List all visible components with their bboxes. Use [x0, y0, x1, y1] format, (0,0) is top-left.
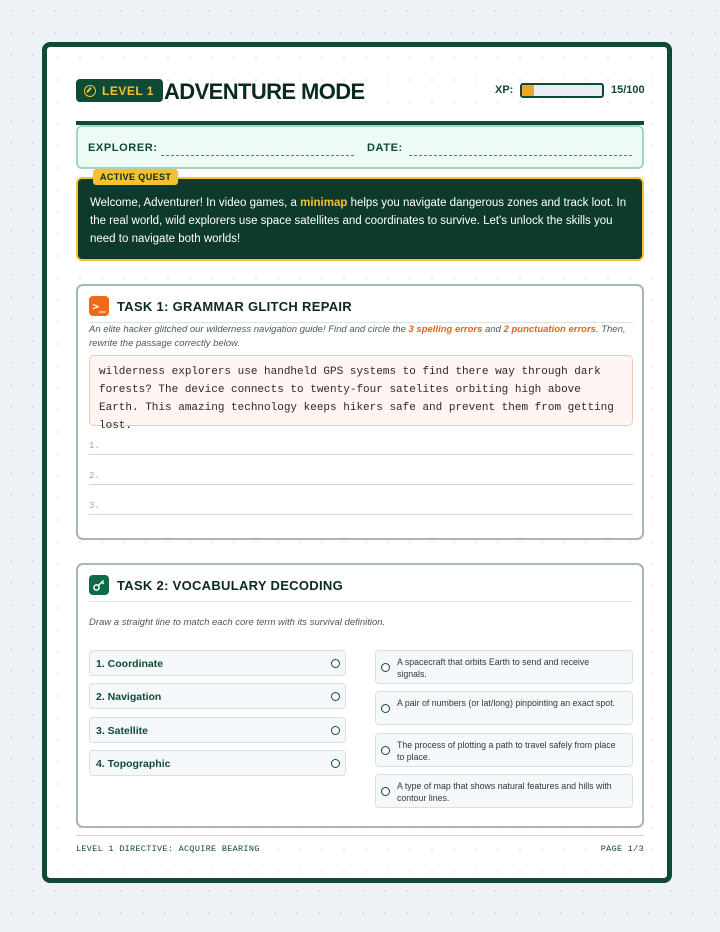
- level-badge-label: LEVEL 1: [102, 83, 154, 98]
- explorer-info-box: [76, 125, 644, 169]
- definition-item[interactable]: [375, 774, 633, 808]
- page-title: ADVENTURE MODE: [164, 79, 365, 104]
- writing-line[interactable]: [89, 492, 633, 515]
- explorer-label: EXPLORER:: [88, 142, 158, 154]
- task1-instructions: [89, 323, 629, 351]
- xp-value: 15/100: [611, 84, 645, 96]
- glitched-passage: wilderness explorers use handheld GPS systems to find there way through dark forests? The device connects to twenty-four satelites orbiting high above Earth. This amazing technology keeps hikers safe and prevent them from getting lost.: [89, 355, 633, 426]
- task1-card: [76, 284, 644, 540]
- task2-title: TASK 2: VOCABULARY DECODING: [117, 578, 343, 593]
- task1-header: [89, 296, 633, 323]
- quest-text: [90, 194, 630, 248]
- match-dot-icon[interactable]: [381, 746, 390, 755]
- match-dot-icon[interactable]: [381, 704, 390, 713]
- definition-item[interactable]: [375, 650, 633, 684]
- page-header: [76, 77, 644, 125]
- terminal-icon: >_: [89, 296, 109, 316]
- writing-line[interactable]: [89, 462, 633, 485]
- term-label: 2. Navigation: [96, 691, 162, 703]
- task2-instructions: Draw a straight line to match each core term with its survival definition.: [89, 617, 386, 628]
- definition-text: A pair of numbers (or lat/long) pinpointing an exact spot.: [397, 698, 616, 708]
- date-label: DATE:: [367, 142, 403, 154]
- level-badge: [76, 79, 163, 102]
- match-dot-icon[interactable]: [331, 659, 340, 668]
- task1-title: TASK 1: GRAMMAR GLITCH REPAIR: [117, 299, 352, 314]
- punctuation-errors-count: 2 punctuation errors: [503, 324, 596, 335]
- term-label: 4. Topographic: [96, 758, 171, 770]
- quest-text-part: Welcome, Adventurer! In video games, a: [90, 197, 301, 209]
- definition-item[interactable]: [375, 733, 633, 767]
- spelling-errors-count: 3 spelling errors: [408, 324, 483, 335]
- match-dot-icon[interactable]: [381, 787, 390, 796]
- page-footer: [76, 835, 644, 854]
- term-label: 3. Satellite: [96, 725, 148, 737]
- active-quest-tag: ACTIVE QUEST: [93, 169, 178, 185]
- match-dot-icon[interactable]: [331, 726, 340, 735]
- quest-highlight: minimap: [300, 197, 348, 209]
- definition-text: A spacecraft that orbits Earth to send and receive signals.: [397, 657, 590, 679]
- match-dot-icon[interactable]: [381, 663, 390, 672]
- compass-icon: [84, 85, 96, 97]
- key-icon-svg: [92, 578, 106, 592]
- explorer-name-field[interactable]: [161, 155, 354, 156]
- quest-text-part: helps you navigate dangerous zones and track loot. In the real world, wild explorers use space satellites and coordinates to survive. Let's unlock the skills you need to navigate both worlds!: [90, 197, 627, 245]
- term-coordinate[interactable]: [89, 650, 346, 676]
- line-number: 2.: [89, 471, 100, 481]
- xp-progress-bar: [520, 83, 604, 98]
- definition-text: A type of map that shows natural features and hills with contour lines.: [397, 781, 612, 803]
- instr-text: . Then, rewrite the passage correctly below.: [89, 324, 626, 349]
- active-quest-box: [76, 172, 644, 261]
- match-dot-icon[interactable]: [331, 692, 340, 701]
- xp-progress-fill: [522, 85, 534, 96]
- definition-item[interactable]: [375, 691, 633, 725]
- term-satellite[interactable]: [89, 717, 346, 743]
- key-icon: [89, 575, 109, 595]
- worksheet-page: [42, 42, 672, 883]
- line-number: 3.: [89, 501, 100, 511]
- date-field[interactable]: [409, 155, 632, 156]
- line-number: 1.: [89, 441, 100, 451]
- instr-text: and: [482, 324, 504, 335]
- match-dot-icon[interactable]: [331, 759, 340, 768]
- xp-label: XP:: [495, 84, 514, 96]
- page-number: PAGE 1/3: [600, 844, 644, 854]
- task2-card: [76, 563, 644, 828]
- term-topographic[interactable]: [89, 750, 346, 776]
- definition-text: The process of plotting a path to travel safely from place to place.: [397, 740, 616, 762]
- term-label: 1. Coordinate: [96, 658, 164, 670]
- instr-text: An elite hacker glitched our wilderness navigation guide! Find and circle the: [89, 324, 409, 335]
- term-navigation[interactable]: [89, 683, 346, 709]
- footer-directive: LEVEL 1 DIRECTIVE: ACQUIRE BEARING: [76, 844, 260, 854]
- writing-line[interactable]: [89, 432, 633, 455]
- task2-header: [89, 575, 633, 602]
